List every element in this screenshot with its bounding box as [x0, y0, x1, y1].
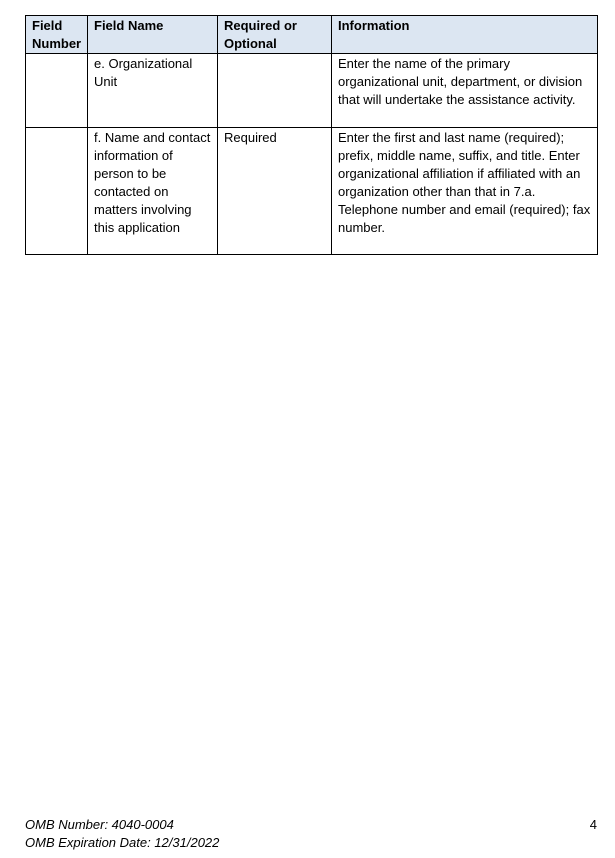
page-number: 4: [589, 817, 597, 832]
header-field-name: Field Name: [88, 16, 218, 54]
omb-expiration-date: OMB Expiration Date: 12/31/2022: [25, 835, 220, 850]
table-row: [26, 54, 598, 128]
cell-required-or-optional: Required: [218, 128, 332, 255]
cell-field-number: [26, 128, 88, 255]
cell-information: Enter the name of the primary organizational unit, department, or division that will undertake the assistance activity.: [332, 54, 598, 128]
table-row: [26, 128, 598, 255]
omb-number: OMB Number: 4040-0004: [25, 817, 174, 832]
header-information: Information: [332, 16, 598, 54]
cell-field-name: e. Organizational Unit: [88, 54, 218, 128]
cell-field-number: [26, 54, 88, 128]
table-header-row: [26, 16, 598, 54]
header-required-or-optional: Required or Optional: [218, 16, 332, 54]
cell-information: Enter the first and last name (required); prefix, middle name, suffix, and title. Enter organizational affiliation if affiliated with an organization other than that in 7.a. Telephone number and email (required); fax number.: [332, 128, 598, 255]
footer-omb-info: [25, 816, 219, 852]
field-instructions-table: [25, 15, 598, 255]
cell-field-name: f. Name and contact information of person to be contacted on matters involving this application: [88, 128, 218, 255]
header-field-number: Field Number: [26, 16, 88, 54]
cell-required-or-optional: [218, 54, 332, 128]
